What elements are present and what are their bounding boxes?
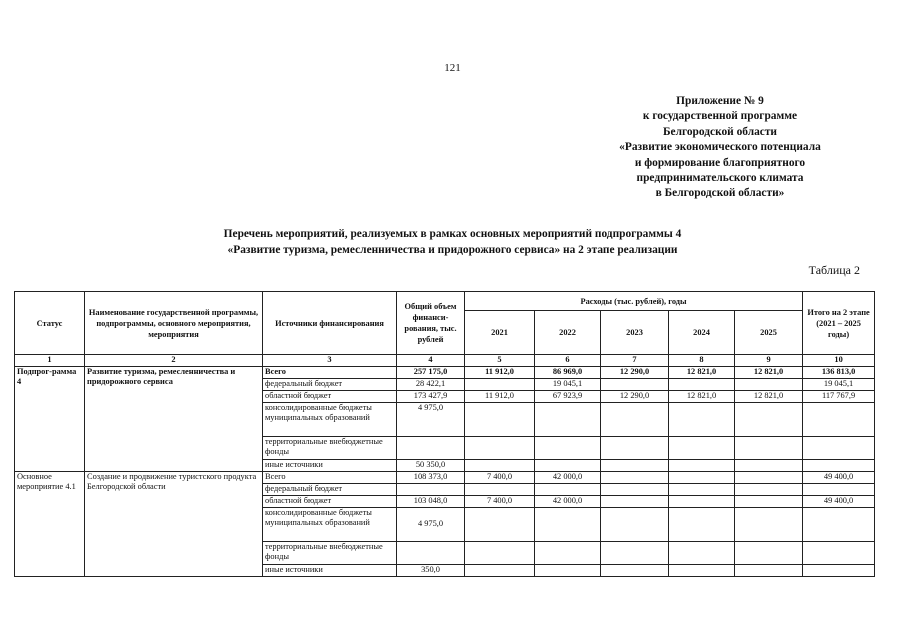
year-cell: [669, 564, 735, 576]
appendix-line: и формирование благоприятного: [634, 156, 806, 169]
year-cell: [669, 378, 735, 390]
stage-total-cell: 49 400,0: [803, 471, 875, 483]
table-label: Таблица 2: [808, 263, 860, 277]
document-title: [0, 226, 905, 258]
year-cell: [735, 471, 803, 483]
year-cell: 11 912,0: [465, 390, 535, 402]
header-status: Статус: [15, 292, 85, 355]
source-cell: консолидированные бюджеты муниципальных образований: [263, 507, 397, 541]
source-cell: иные источники: [263, 564, 397, 576]
total-cell: [397, 483, 465, 495]
year-cell: [735, 459, 803, 471]
year-cell: [465, 507, 535, 541]
year-cell: [669, 459, 735, 471]
year-cell: [465, 378, 535, 390]
page-number: 121: [444, 62, 461, 74]
measure-name-cell: Развитие туризма, ремесленничества и придорожного сервиса: [85, 366, 263, 471]
table-row: [15, 471, 875, 483]
year-cell: 19 045,1: [535, 378, 601, 390]
column-index: 7: [601, 355, 669, 367]
year-cell: [465, 483, 535, 495]
table-row: [15, 366, 875, 378]
stage-total-cell: [803, 541, 875, 564]
header-sources: Источники финансирования: [263, 292, 397, 355]
column-index-row: [15, 355, 875, 367]
year-cell: [735, 507, 803, 541]
year-cell: [535, 483, 601, 495]
header-year: 2021: [465, 311, 535, 355]
source-cell: Всего: [263, 366, 397, 378]
stage-total-cell: [803, 402, 875, 436]
appendix-line: в Белгородской области»: [655, 187, 785, 200]
header-name: Наименование государственной программы, подпрограммы, основного мероприятия, мероприятия: [85, 292, 263, 355]
year-cell: [535, 402, 601, 436]
total-cell: [397, 436, 465, 459]
appendix-line: предпринимательского климата: [636, 172, 804, 185]
year-cell: [601, 378, 669, 390]
column-index: 3: [263, 355, 397, 367]
year-cell: 11 912,0: [465, 366, 535, 378]
total-cell: [397, 541, 465, 564]
year-cell: [465, 436, 535, 459]
year-cell: [735, 564, 803, 576]
column-index: 1: [15, 355, 85, 367]
column-index: 10: [803, 355, 875, 367]
column-index: 5: [465, 355, 535, 367]
column-index: 9: [735, 355, 803, 367]
year-cell: 67 923,9: [535, 390, 601, 402]
stage-total-cell: 19 045,1: [803, 378, 875, 390]
total-cell: 50 350,0: [397, 459, 465, 471]
measures-table: [14, 291, 875, 577]
column-index: 6: [535, 355, 601, 367]
total-cell: 108 373,0: [397, 471, 465, 483]
source-cell: федеральный бюджет: [263, 483, 397, 495]
source-cell: территориальные внебюджетные фонды: [263, 436, 397, 459]
appendix-line: Белгородской области: [662, 125, 777, 138]
status-cell: Подпрог-рамма 4: [15, 366, 85, 471]
source-cell: Всего: [263, 471, 397, 483]
total-cell: 350,0: [397, 564, 465, 576]
header-stage-total: Итого на 2 этапе (2021 – 2025 годы): [803, 292, 875, 355]
year-cell: 42 000,0: [535, 495, 601, 507]
year-cell: [735, 483, 803, 495]
year-cell: 42 000,0: [535, 471, 601, 483]
year-cell: [601, 495, 669, 507]
total-cell: 4 975,0: [397, 402, 465, 436]
year-cell: 86 969,0: [535, 366, 601, 378]
document-title-line: «Развитие туризма, ремесленничества и придорожного сервиса» на 2 этапе реализации: [227, 244, 678, 256]
year-cell: [535, 436, 601, 459]
year-cell: 12 821,0: [735, 366, 803, 378]
measure-name-cell: Создание и продвижение туристского продукта Белгородской области: [85, 471, 263, 576]
appendix-line: к государственной программе: [642, 110, 798, 123]
header-total: Общий объем финанси-рования, тыс. рублей: [397, 292, 465, 355]
total-cell: 28 422,1: [397, 378, 465, 390]
stage-total-cell: [803, 436, 875, 459]
year-cell: [601, 436, 669, 459]
year-cell: 12 290,0: [601, 390, 669, 402]
year-cell: [465, 402, 535, 436]
document-title-line: Перечень мероприятий, реализуемых в рамках основных мероприятий подпрограммы 4: [223, 228, 682, 240]
status-cell: Основное мероприятие 4.1: [15, 471, 85, 576]
year-cell: [601, 507, 669, 541]
appendix-line: «Развитие экономического потенциала: [619, 141, 821, 154]
year-cell: 12 821,0: [735, 390, 803, 402]
source-cell: областной бюджет: [263, 390, 397, 402]
year-cell: 12 821,0: [669, 366, 735, 378]
year-cell: [465, 564, 535, 576]
year-cell: [669, 507, 735, 541]
year-cell: [465, 541, 535, 564]
year-cell: [669, 483, 735, 495]
header-year: 2022: [535, 311, 601, 355]
year-cell: [601, 471, 669, 483]
year-cell: [735, 541, 803, 564]
stage-total-cell: [803, 483, 875, 495]
stage-total-cell: 49 400,0: [803, 495, 875, 507]
column-index: 4: [397, 355, 465, 367]
year-cell: [601, 541, 669, 564]
stage-total-cell: 117 767,9: [803, 390, 875, 402]
stage-total-cell: [803, 564, 875, 576]
stage-total-cell: [803, 459, 875, 471]
year-cell: [735, 436, 803, 459]
source-cell: иные источники: [263, 459, 397, 471]
header-expenses: Расходы (тыс. рублей), годы: [465, 292, 803, 311]
year-cell: [601, 483, 669, 495]
year-cell: 12 290,0: [601, 366, 669, 378]
year-cell: 7 400,0: [465, 495, 535, 507]
total-cell: 103 048,0: [397, 495, 465, 507]
total-cell: 4 975,0: [397, 507, 465, 541]
year-cell: [601, 564, 669, 576]
year-cell: [535, 507, 601, 541]
appendix-line: Приложение № 9: [676, 95, 764, 107]
year-cell: [735, 402, 803, 436]
header-year: 2023: [601, 311, 669, 355]
column-index: 8: [669, 355, 735, 367]
year-cell: [535, 564, 601, 576]
year-cell: [735, 495, 803, 507]
year-cell: [535, 541, 601, 564]
year-cell: [601, 459, 669, 471]
source-cell: федеральный бюджет: [263, 378, 397, 390]
appendix-header: [590, 94, 850, 202]
column-index: 2: [85, 355, 263, 367]
stage-total-cell: 136 813,0: [803, 366, 875, 378]
year-cell: [669, 436, 735, 459]
year-cell: 7 400,0: [465, 471, 535, 483]
year-cell: 12 821,0: [669, 390, 735, 402]
year-cell: [669, 495, 735, 507]
source-cell: территориальные внебюджетные фонды: [263, 541, 397, 564]
year-cell: [535, 459, 601, 471]
total-cell: 173 427,9: [397, 390, 465, 402]
year-cell: [669, 471, 735, 483]
year-cell: [465, 459, 535, 471]
source-cell: консолидированные бюджеты муниципальных образований: [263, 402, 397, 436]
year-cell: [601, 402, 669, 436]
year-cell: [735, 378, 803, 390]
stage-total-cell: [803, 507, 875, 541]
year-cell: [669, 541, 735, 564]
source-cell: областной бюджет: [263, 495, 397, 507]
total-cell: 257 175,0: [397, 366, 465, 378]
header-year: 2025: [735, 311, 803, 355]
header-year: 2024: [669, 311, 735, 355]
year-cell: [669, 402, 735, 436]
